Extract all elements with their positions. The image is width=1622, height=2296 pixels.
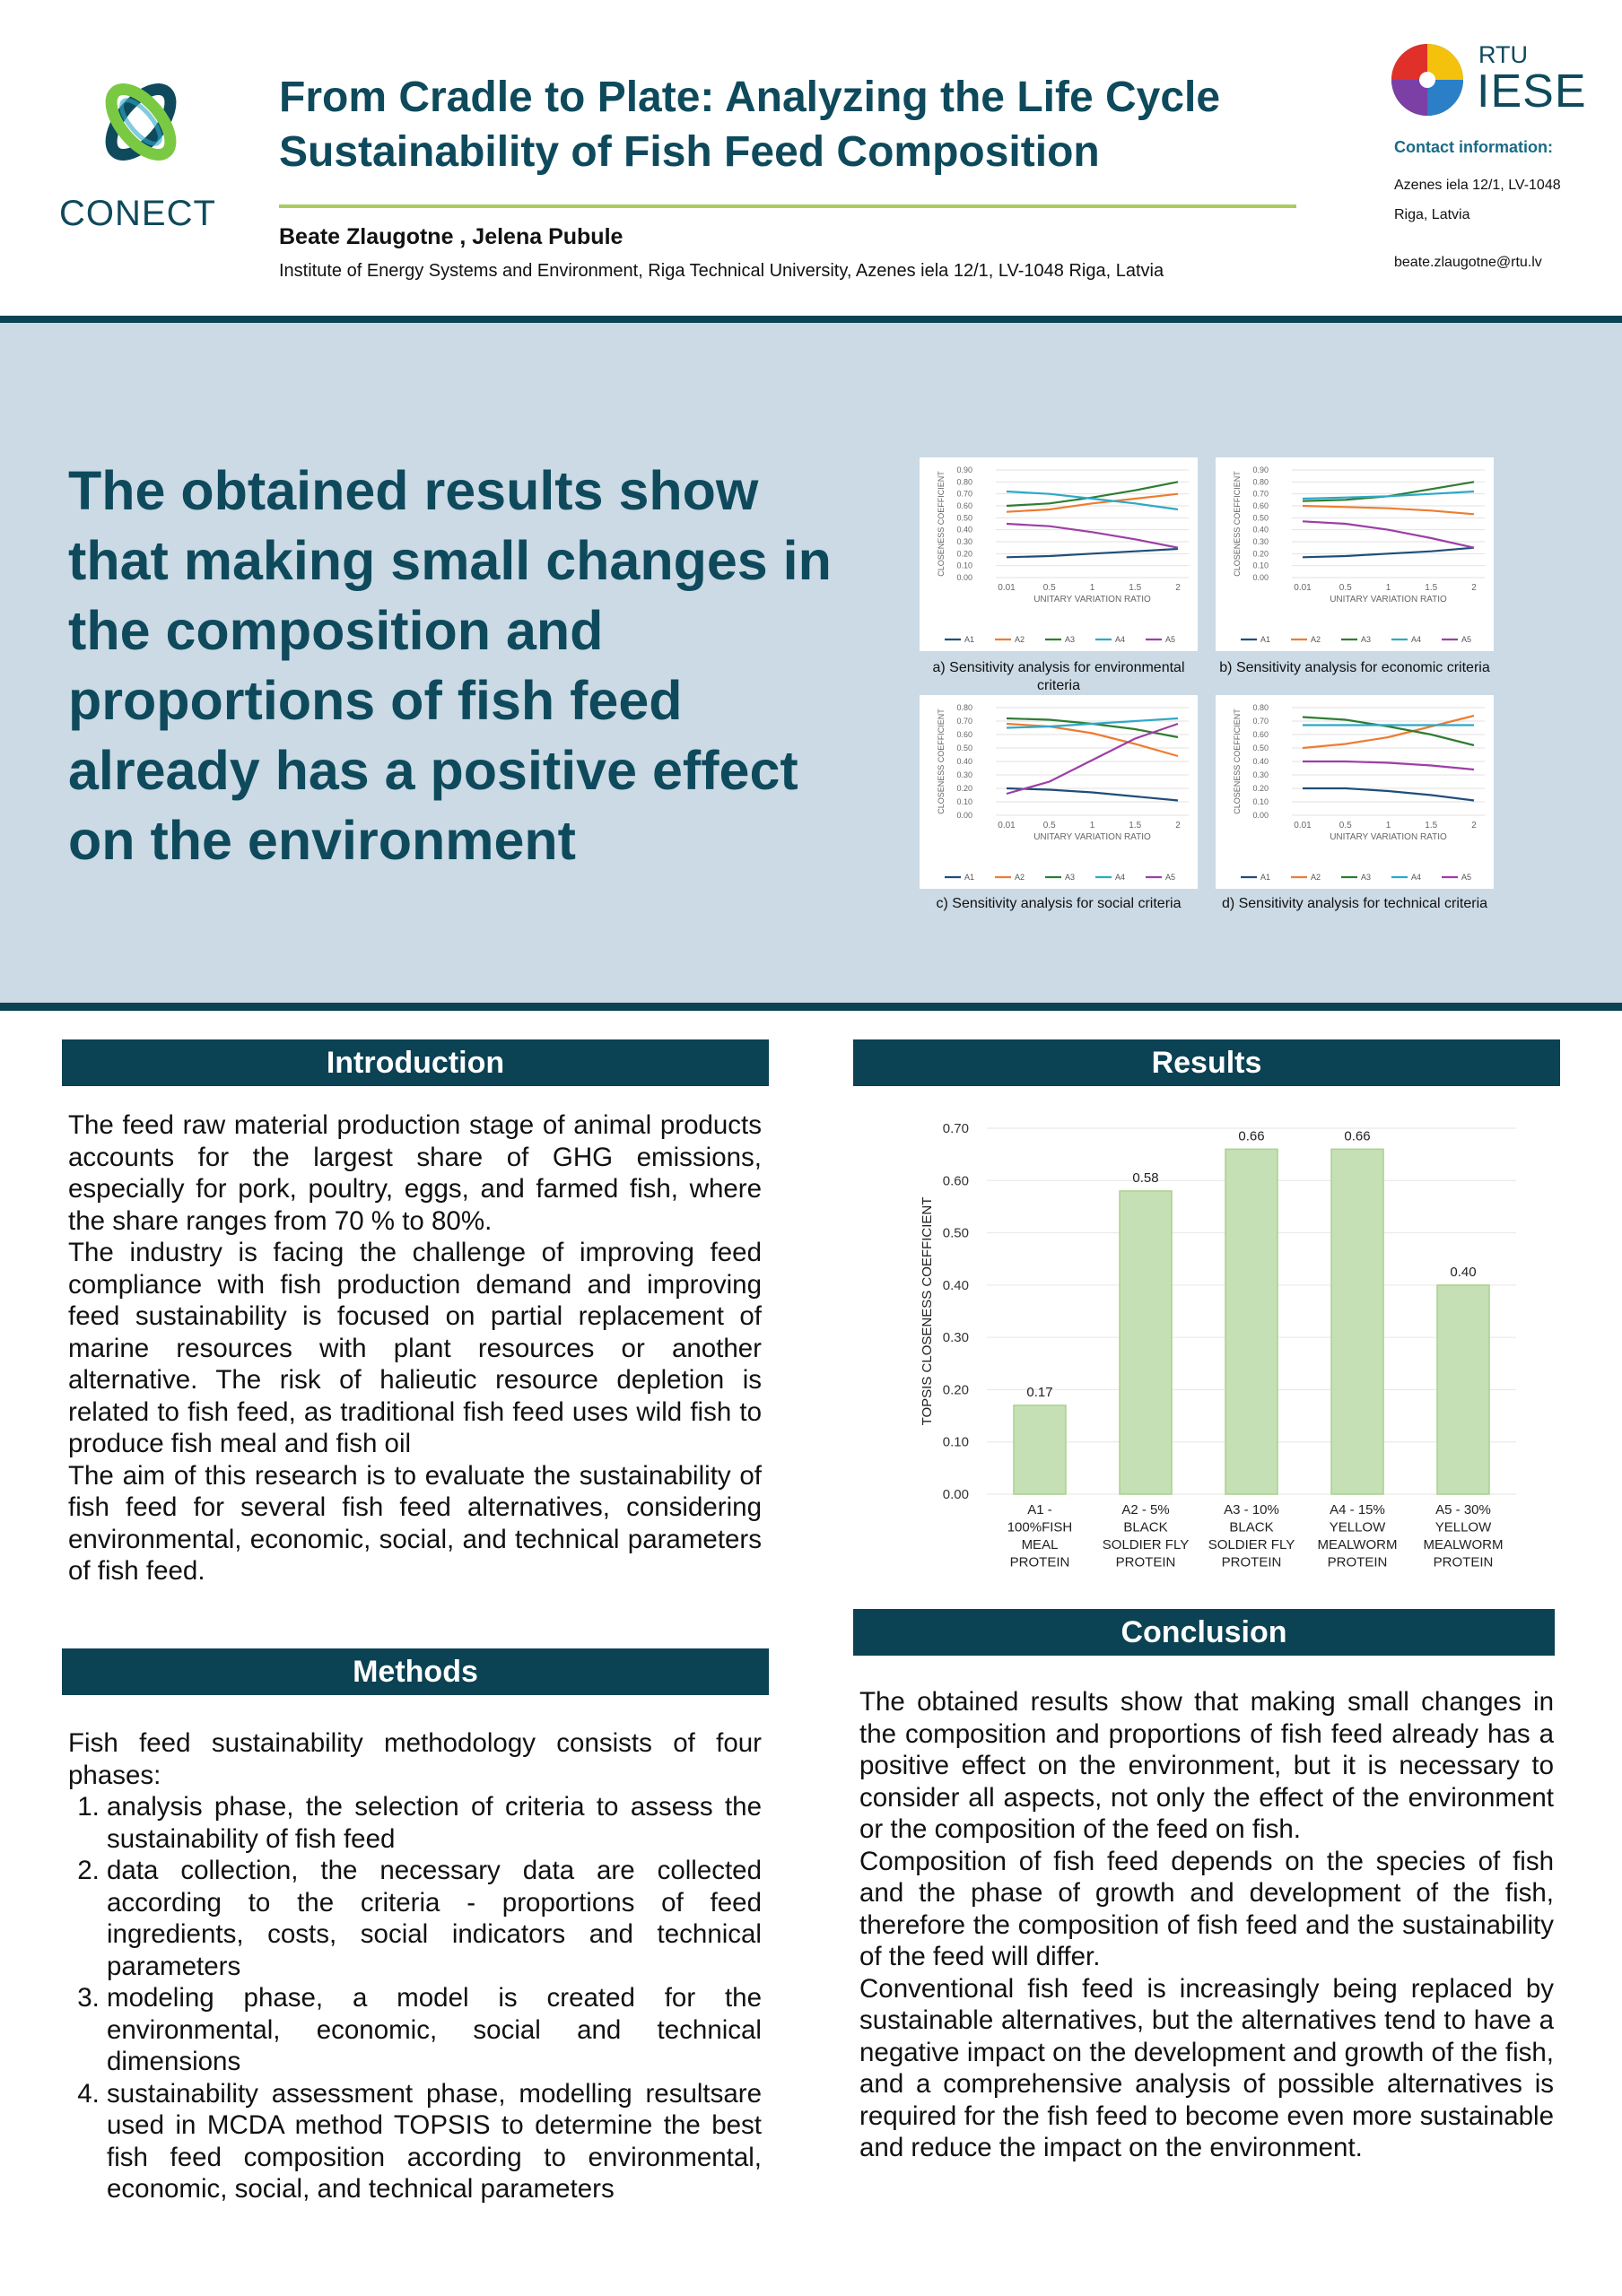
introduction-paragraph: The industry is facing the challenge of improving feed compliance with fish production demand and improving feed sustainability is focused on partial replacement of marine resources with plant resources or another alternative. The risk of halieutic resource depletion is related to fish feed, as traditional fish feed uses wild fish to produce fish meal and fish oil bbox=[68, 1238, 762, 1458]
sensitivity-caption-technical: d) Sensitivity analysis for technical criteria bbox=[1221, 896, 1488, 911]
x-category-label: PROTEIN bbox=[1433, 1554, 1494, 1570]
x-tick-label: 0.01 bbox=[998, 821, 1016, 831]
x-tick-label: 0.5 bbox=[1042, 821, 1056, 831]
y-tick-label: 0.60 bbox=[1252, 730, 1269, 739]
x-tick-label: 1 bbox=[1089, 821, 1095, 831]
series-line-A1 bbox=[1303, 788, 1474, 801]
rtu-label: RTU bbox=[1478, 41, 1529, 68]
y-tick-label: 0.60 bbox=[942, 1173, 969, 1189]
bar-5 bbox=[1437, 1285, 1489, 1494]
legend-label: A5 bbox=[1165, 635, 1176, 644]
y-tick-label: 0.80 bbox=[956, 703, 972, 712]
bar-2 bbox=[1120, 1191, 1172, 1494]
legend-label: A1 bbox=[1260, 635, 1271, 644]
x-tick-label: 2 bbox=[1175, 583, 1181, 593]
conclusion-paragraph: Composition of fish feed depends on the species of fish and the phase of growth and development of the fish, therefore the composition of fish feed and the sustainability of the feed will differ. bbox=[859, 1846, 1554, 1971]
contact-email[interactable]: beate.zlaugotne@rtu.lv bbox=[1394, 255, 1542, 270]
x-category-label: YELLOW bbox=[1435, 1519, 1492, 1535]
x-category-label: A3 - 10% bbox=[1224, 1502, 1279, 1518]
methods-list bbox=[68, 1791, 762, 2205]
series-line-A1 bbox=[1303, 548, 1474, 558]
sensitivity-chart-economic bbox=[1216, 457, 1494, 651]
series-line-A5 bbox=[1303, 521, 1474, 547]
x-category-label: PROTEIN bbox=[1221, 1554, 1282, 1570]
x-tick-label: 0.01 bbox=[998, 583, 1016, 593]
conect-logo-text: CONECT bbox=[59, 194, 216, 233]
y-tick-label: 0.80 bbox=[1252, 703, 1269, 712]
bar-value-label: 0.17 bbox=[1026, 1384, 1053, 1400]
y-axis-label: CLOSENESS COEFFICIENT bbox=[937, 709, 946, 814]
legend-label: A5 bbox=[1461, 635, 1472, 644]
y-tick-label: 0.20 bbox=[1252, 784, 1269, 793]
series-line-A5 bbox=[1303, 761, 1474, 770]
legend-label: A4 bbox=[1411, 635, 1422, 644]
legend-label: A2 bbox=[1311, 635, 1321, 644]
x-axis-label: UNITARY VARIATION RATIO bbox=[1330, 595, 1447, 604]
legend-label: A2 bbox=[1311, 873, 1321, 882]
x-category-label: YELLOW bbox=[1329, 1519, 1386, 1535]
y-tick-label: 0.60 bbox=[1252, 501, 1269, 510]
sensitivity-caption-social: c) Sensitivity analysis for social criteria bbox=[936, 896, 1182, 911]
y-tick-label: 0.00 bbox=[1252, 573, 1269, 582]
conclusion-paragraph: Conventional fish feed is increasingly being replaced by sustainable alternatives, but the alternatives tend to have a negative impact on the development and growth of the fish, and a comprehensive analysis of possible alternatives is required for the fish feed to become even more sustainable and reduce the impact on the environment. bbox=[859, 1973, 1554, 2162]
legend-label: A3 bbox=[1065, 635, 1076, 644]
iese-label: IESE bbox=[1477, 65, 1587, 117]
legend-label: A1 bbox=[1260, 873, 1271, 882]
hero-statement: The obtained results show that making small changes in the composition and proportions of fish feed already has a positive effect on the environment bbox=[68, 460, 832, 871]
y-tick-label: 0.30 bbox=[956, 537, 972, 546]
legend-label: A3 bbox=[1065, 873, 1076, 882]
x-category-label: MEAL bbox=[1021, 1537, 1059, 1552]
y-tick-label: 0.50 bbox=[942, 1225, 969, 1241]
sensitivity-chart-environmental bbox=[920, 457, 1198, 651]
legend-label: A5 bbox=[1165, 873, 1176, 882]
sensitivity-chart-technical bbox=[1216, 695, 1494, 889]
y-tick-label: 0.50 bbox=[956, 744, 972, 752]
y-tick-label: 0.70 bbox=[1252, 717, 1269, 726]
x-category-label: PROTEIN bbox=[1327, 1554, 1388, 1570]
y-tick-label: 0.30 bbox=[942, 1330, 969, 1346]
results-heading: Results bbox=[853, 1039, 1560, 1086]
y-tick-label: 0.40 bbox=[1252, 525, 1269, 535]
y-tick-label: 0.70 bbox=[956, 489, 972, 499]
contact-address: Azenes iela 12/1, LV-1048 Riga, Latvia bbox=[1394, 178, 1561, 222]
x-tick-label: 0.5 bbox=[1339, 821, 1352, 831]
bar-value-label: 0.40 bbox=[1450, 1264, 1477, 1280]
y-tick-label: 0.10 bbox=[956, 561, 972, 570]
conclusion-body bbox=[859, 1686, 1554, 2164]
header-divider bbox=[0, 316, 1622, 323]
y-tick-label: 0.70 bbox=[956, 717, 972, 726]
series-line-A1 bbox=[1007, 549, 1178, 557]
y-tick-label: 0.10 bbox=[1252, 561, 1269, 570]
sensitivity-caption-economic: b) Sensitivity analysis for economic criteria bbox=[1219, 660, 1490, 675]
x-axis-label: UNITARY VARIATION RATIO bbox=[1033, 832, 1151, 842]
x-category-label: SOLDIER FLY bbox=[1208, 1537, 1295, 1552]
x-category-label: SOLDIER FLY bbox=[1102, 1537, 1190, 1552]
y-tick-label: 0.20 bbox=[942, 1382, 969, 1398]
y-tick-label: 0.50 bbox=[1252, 513, 1269, 523]
x-category-label: MEALWORM bbox=[1423, 1537, 1504, 1552]
x-tick-label: 1.5 bbox=[1425, 821, 1438, 831]
x-tick-label: 0.5 bbox=[1339, 583, 1352, 593]
series-line-A2 bbox=[1007, 724, 1178, 756]
y-tick-label: 0.10 bbox=[1252, 797, 1269, 806]
methods-item: 1. analysis phase, the selection of criteria to assess the sustainability of fish feed bbox=[107, 1791, 762, 1855]
conclusion-heading: Conclusion bbox=[853, 1609, 1555, 1656]
introduction-paragraph: The aim of this research is to evaluate the sustainability of fish feed for several fish feed alternatives, considering environmental, economic, social, and technical parameters of fish feed. bbox=[68, 1460, 762, 1586]
legend-label: A1 bbox=[964, 873, 975, 882]
series-line-A2 bbox=[1303, 716, 1474, 748]
x-tick-label: 0.5 bbox=[1042, 583, 1056, 593]
y-tick-label: 0.80 bbox=[956, 477, 972, 487]
bar-3 bbox=[1225, 1149, 1278, 1494]
y-tick-label: 0.30 bbox=[1252, 770, 1269, 779]
y-axis-label: CLOSENESS COEFFICIENT bbox=[937, 471, 946, 577]
y-axis-label: TOPSIS CLOSENESS COEFFICIENT bbox=[920, 1196, 935, 1426]
y-tick-label: 0.90 bbox=[956, 465, 972, 474]
y-tick-label: 0.30 bbox=[1252, 537, 1269, 546]
series-line-A1 bbox=[1007, 788, 1178, 801]
sensitivity-chart-social bbox=[920, 695, 1198, 889]
sensitivity-caption-environmental: a) Sensitivity analysis for environmental criteria bbox=[932, 660, 1185, 693]
methods-intro: Fish feed sustainability methodology consists of four phases: bbox=[68, 1728, 762, 1790]
y-tick-label: 0.90 bbox=[1252, 465, 1269, 474]
x-category-label: 100%FISH bbox=[1007, 1519, 1073, 1535]
y-tick-label: 0.30 bbox=[956, 770, 972, 779]
hero-divider bbox=[0, 1003, 1622, 1011]
y-tick-label: 0.70 bbox=[942, 1121, 969, 1136]
y-tick-label: 0.60 bbox=[956, 501, 972, 510]
y-tick-label: 0.40 bbox=[956, 757, 972, 766]
x-tick-label: 1 bbox=[1385, 583, 1391, 593]
legend-label: A4 bbox=[1115, 873, 1126, 882]
bar-4 bbox=[1331, 1149, 1383, 1494]
legend-label: A4 bbox=[1115, 635, 1126, 644]
y-tick-label: 0.50 bbox=[956, 513, 972, 523]
x-tick-label: 2 bbox=[1175, 821, 1181, 831]
results-bar-chart bbox=[897, 1103, 1525, 1578]
puzzle-icon bbox=[1387, 39, 1468, 120]
contact-heading: Contact information: bbox=[1394, 138, 1553, 156]
y-tick-label: 0.00 bbox=[1252, 811, 1269, 820]
x-tick-label: 1.5 bbox=[1425, 583, 1438, 593]
x-category-label: PROTEIN bbox=[1115, 1554, 1176, 1570]
y-tick-label: 0.00 bbox=[942, 1487, 969, 1502]
y-tick-label: 0.80 bbox=[1252, 477, 1269, 487]
bar-value-label: 0.66 bbox=[1344, 1128, 1371, 1144]
introduction-body bbox=[68, 1109, 762, 1587]
y-tick-label: 0.70 bbox=[1252, 489, 1269, 499]
y-tick-label: 0.40 bbox=[1252, 757, 1269, 766]
methods-item: 4. sustainability assessment phase, modelling resultsare used in MCDA method TOPSIS to determine the best fish feed composition according to environmental, economic, social, and technical parameters bbox=[107, 2078, 762, 2205]
y-tick-label: 0.00 bbox=[956, 811, 972, 820]
y-tick-label: 0.40 bbox=[956, 525, 972, 535]
series-line-A4 bbox=[1303, 491, 1474, 499]
legend-label: A1 bbox=[964, 635, 975, 644]
bar-value-label: 0.58 bbox=[1132, 1170, 1159, 1186]
methods-heading: Methods bbox=[62, 1648, 769, 1695]
x-category-label: A4 - 15% bbox=[1330, 1502, 1385, 1518]
y-tick-label: 0.60 bbox=[956, 730, 972, 739]
legend-label: A2 bbox=[1015, 873, 1025, 882]
x-axis-label: UNITARY VARIATION RATIO bbox=[1033, 595, 1151, 604]
x-axis-label: UNITARY VARIATION RATIO bbox=[1330, 832, 1447, 842]
title-underline bbox=[279, 204, 1296, 208]
y-tick-label: 0.20 bbox=[1252, 549, 1269, 559]
conclusion-paragraph: The obtained results show that making small changes in the composition and proportions of fish feed already has a positive effect on the environment, but it is necessary to consider all aspects, not only the effect of the environment or the composition of the feed on fish. bbox=[859, 1687, 1554, 1844]
authors: Beate Zlaugotne , Jelena Pubule bbox=[279, 224, 624, 249]
x-tick-label: 0.01 bbox=[1294, 583, 1312, 593]
x-category-label: A5 - 30% bbox=[1435, 1502, 1491, 1518]
y-tick-label: 0.50 bbox=[1252, 744, 1269, 752]
y-tick-label: 0.20 bbox=[956, 549, 972, 559]
bar-1 bbox=[1014, 1405, 1066, 1494]
x-tick-label: 1 bbox=[1089, 583, 1095, 593]
x-tick-label: 1.5 bbox=[1129, 583, 1142, 593]
legend-label: A5 bbox=[1461, 873, 1472, 882]
y-tick-label: 0.20 bbox=[956, 784, 972, 793]
x-category-label: A1 - bbox=[1027, 1502, 1052, 1518]
legend-label: A4 bbox=[1411, 873, 1422, 882]
series-line-A5 bbox=[1007, 524, 1178, 548]
series-line-A2 bbox=[1303, 506, 1474, 514]
poster-title: From Cradle to Plate: Analyzing the Life Cycle Sustainability of Fish Feed Composition bbox=[279, 74, 1221, 176]
legend-label: A2 bbox=[1015, 635, 1025, 644]
conect-logo bbox=[56, 70, 226, 240]
methods-item: 2. data collection, the necessary data are collected according to the criteria - proportions of feed ingredients, costs, social indicators and technical parameters bbox=[107, 1855, 762, 1982]
legend-label: A3 bbox=[1361, 635, 1372, 644]
x-category-label: BLACK bbox=[1123, 1519, 1168, 1535]
methods-item: 3. modeling phase, a model is created for the environmental, economic, social and technical dimensions bbox=[107, 1982, 762, 2078]
x-category-label: A2 - 5% bbox=[1121, 1502, 1170, 1518]
y-tick-label: 0.00 bbox=[956, 573, 972, 582]
y-tick-label: 0.40 bbox=[942, 1277, 969, 1293]
methods-body bbox=[68, 1727, 762, 2205]
y-axis-label: CLOSENESS COEFFICIENT bbox=[1233, 709, 1242, 814]
introduction-paragraph: The feed raw material production stage of animal products accounts for the largest share of GHG emissions, especially for pork, poultry, eggs, and farmed fish, where the share ranges from 70 % to 80%. bbox=[68, 1110, 762, 1236]
introduction-heading: Introduction bbox=[62, 1039, 769, 1086]
x-tick-label: 1 bbox=[1385, 821, 1391, 831]
y-tick-label: 0.10 bbox=[956, 797, 972, 806]
x-tick-label: 0.01 bbox=[1294, 821, 1312, 831]
x-tick-label: 2 bbox=[1471, 583, 1477, 593]
x-category-label: PROTEIN bbox=[1009, 1554, 1070, 1570]
bar-value-label: 0.66 bbox=[1238, 1128, 1265, 1144]
x-category-label: BLACK bbox=[1229, 1519, 1274, 1535]
x-category-label: MEALWORM bbox=[1317, 1537, 1398, 1552]
y-axis-label: CLOSENESS COEFFICIENT bbox=[1233, 471, 1242, 577]
x-tick-label: 2 bbox=[1471, 821, 1477, 831]
y-tick-label: 0.10 bbox=[942, 1434, 969, 1450]
affiliation: Institute of Energy Systems and Environment, Riga Technical University, Azenes iela 12/1, LV-1048 Riga, Latvia bbox=[279, 261, 1164, 281]
legend-label: A3 bbox=[1361, 873, 1372, 882]
rtu-iese-logo bbox=[1387, 39, 1468, 120]
x-tick-label: 1.5 bbox=[1129, 821, 1142, 831]
